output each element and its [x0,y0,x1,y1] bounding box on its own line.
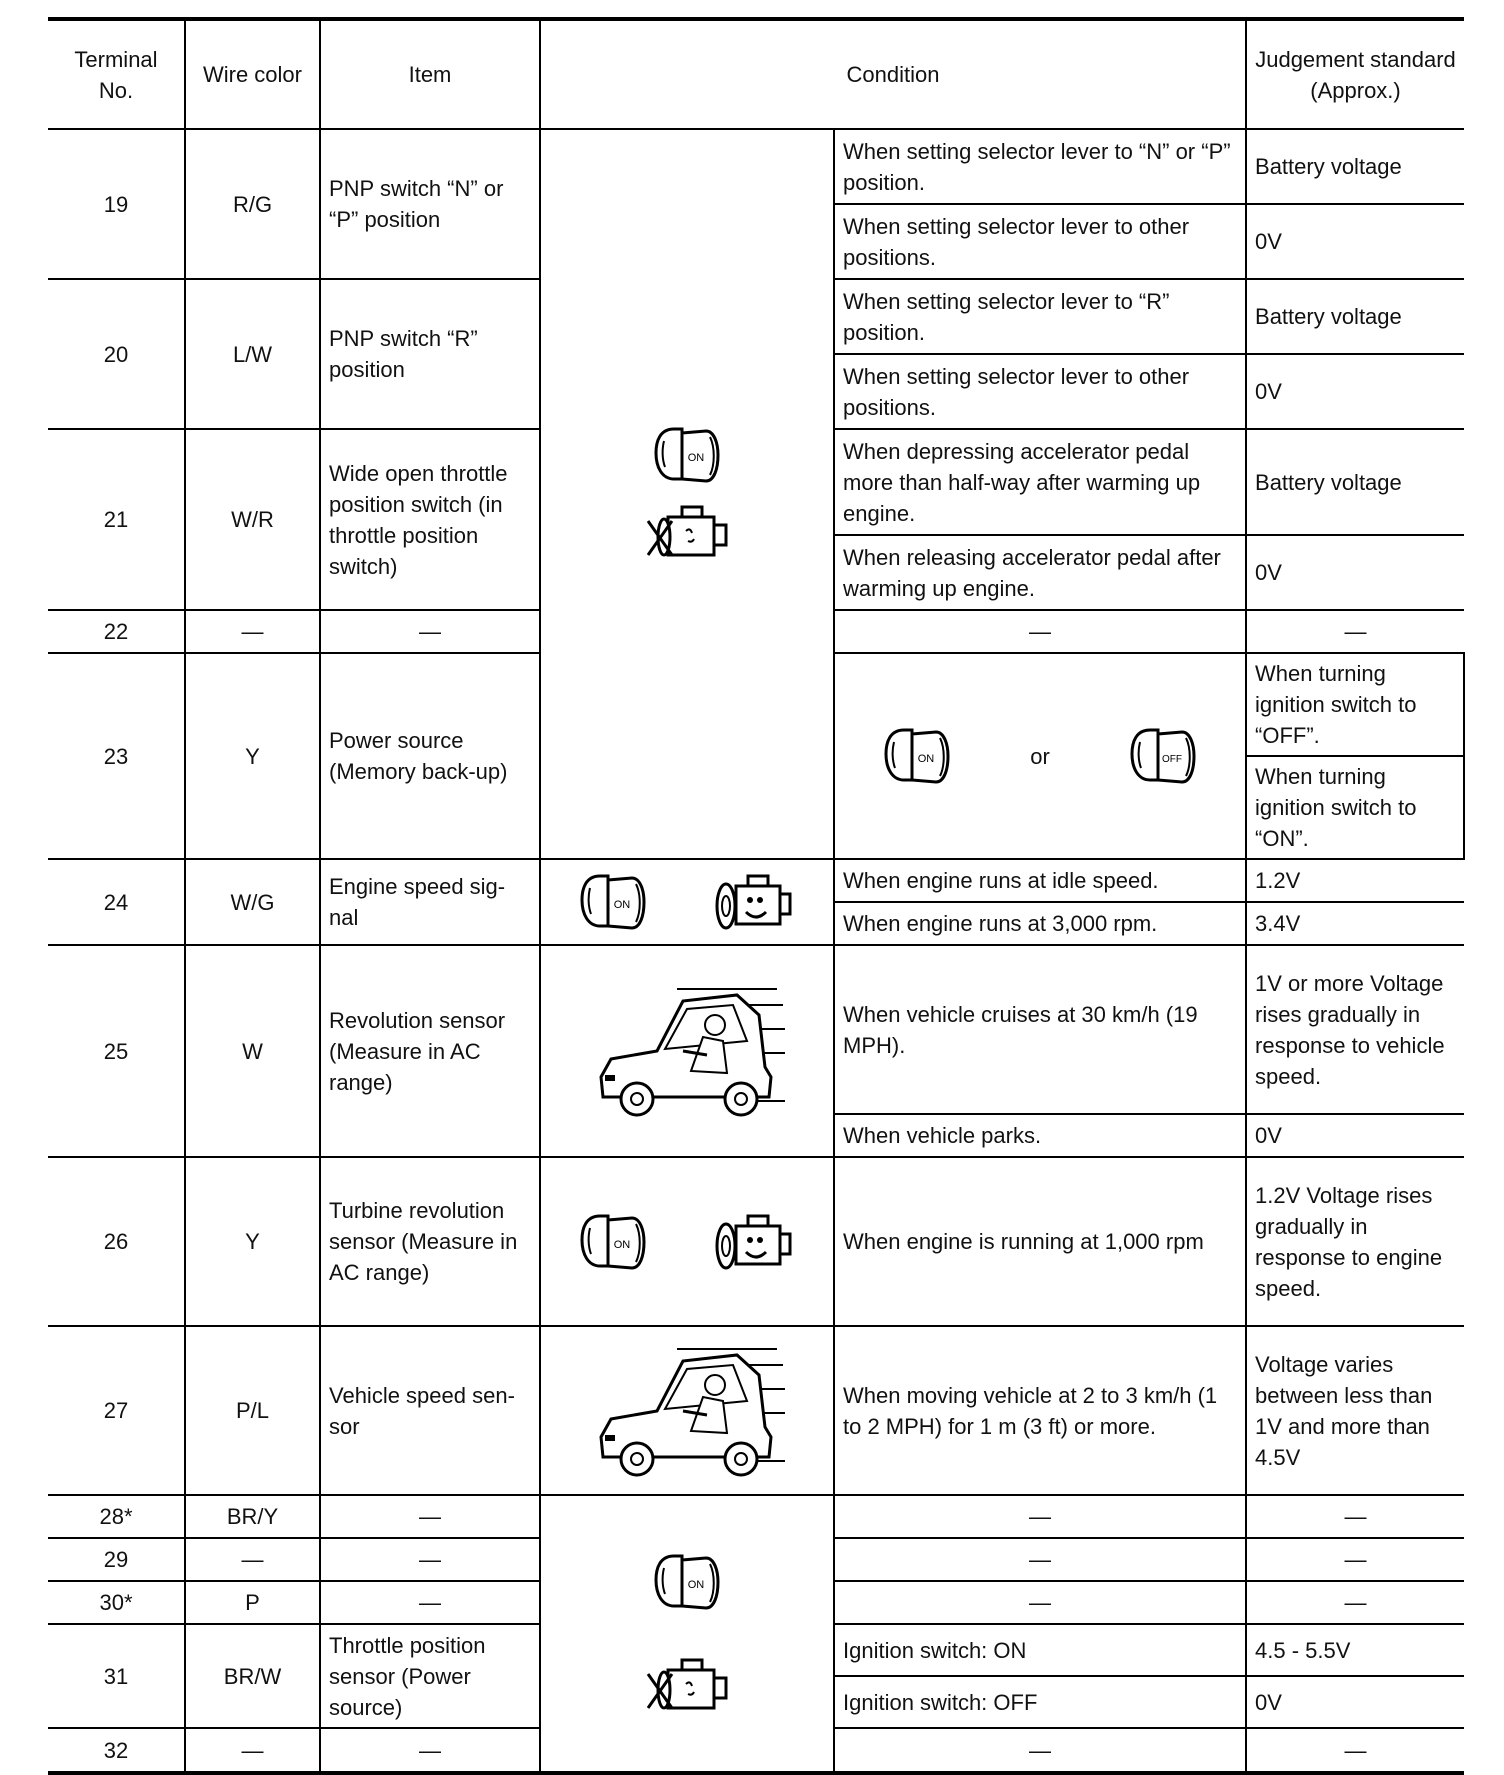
terminal-no: 30* [48,1581,185,1624]
wire-color: P/L [185,1326,320,1495]
condition: — [834,1581,1246,1624]
terminal-no: 20 [48,279,185,429]
condition: — [834,1495,1246,1538]
condition: When depressing accelerator pedal more than half-way after warming up engine. [834,429,1246,535]
terminal-no: 32 [48,1728,185,1773]
table-row [48,859,1464,902]
terminal-no: 25 [48,945,185,1157]
judgement: 0V [1246,1114,1464,1157]
wire-color: Y [185,653,320,859]
wire-color: — [185,1538,320,1581]
item: — [320,1538,540,1581]
judgement: — [1246,1538,1464,1581]
icon-group-ignition-on-engine-off [540,129,834,859]
svg-text:ON: ON [687,452,705,464]
judgement: 0V [1246,354,1464,429]
or-label: or [1030,743,1050,769]
item: — [320,610,540,653]
judgement: — [1246,1495,1464,1538]
wire-color: BR/Y [185,1495,320,1538]
judgement: 1.2V Voltage rises gradually in response to engine speed. [1246,1157,1464,1326]
svg-text:ON: ON [613,899,631,911]
item: Vehicle speed sen- sor [320,1326,540,1495]
terminal-no: 28* [48,1495,185,1538]
table-row [48,1495,1464,1538]
engine-stopped-icon [642,1654,732,1718]
terminal-no: 27 [48,1326,185,1495]
ignition-key-on-icon [652,1550,722,1614]
judgement: — [1246,610,1464,653]
icon-group-ignition-on-engine-off [540,1495,834,1773]
judgement: 0V [1246,1676,1464,1728]
item: — [320,1728,540,1773]
item: PNP switch “N” or “P” position [320,129,540,279]
item: Throttle position sensor (Power source) [320,1624,540,1728]
wire-color: R/G [185,129,320,279]
header-wire-color: Wire color [185,19,320,129]
wire-color: BR/W [185,1624,320,1728]
condition: Ignition switch: OFF [834,1676,1246,1728]
header-judgement: Judgement standard (Approx.) [1246,19,1464,129]
judgement: Voltage varies between less than 1V and more than 4.5V [1246,1326,1464,1495]
table-row [48,1157,1464,1326]
item: — [320,1495,540,1538]
condition: When moving vehicle at 2 to 3 km/h (1 to 2 MPH) for 1 m (3 ft) or more. [834,1326,1246,1495]
condition: When setting selector lever to other positions. [834,354,1246,429]
ignition-key-off-icon [1128,724,1198,788]
ignition-key-on-icon [578,870,648,934]
judgement: — [1246,1728,1464,1773]
header-item: Item [320,19,540,129]
terminal-no: 31 [48,1624,185,1728]
condition: When vehicle parks. [834,1114,1246,1157]
judgement: Battery voltage [1246,129,1464,204]
table-row [48,1326,1464,1495]
engine-stopped-icon [642,501,732,565]
terminal-no: 21 [48,429,185,610]
svg-text:ON: ON [687,1578,705,1591]
terminal-no: 19 [48,129,185,279]
condition: When releasing accelerator pedal after warming up engine. [834,535,1246,610]
wire-color: Y [185,1157,320,1326]
item: Revolution sensor (Measure in AC range) [320,945,540,1157]
table-row [48,129,1464,204]
wire-color: — [185,610,320,653]
terminal-no: 22 [48,610,185,653]
icon-group-ignition-on-or-off [834,653,1246,859]
item: PNP switch “R” position [320,279,540,429]
icon-group-vehicle-driving [540,1326,834,1495]
judgement: Battery voltage [1246,429,1464,535]
condition: When setting selector lever to other positions. [834,204,1246,279]
judgement: Battery voltage [1246,279,1464,354]
svg-text:OFF: OFF [1161,754,1182,765]
terminal-no: 24 [48,859,185,945]
item: — [320,1581,540,1624]
wire-color: — [185,1728,320,1773]
judgement: 3.4V [1246,902,1464,945]
svg-text:ON: ON [917,753,935,765]
judgement: 0V [1246,204,1464,279]
judgement: 1.2V [1246,859,1464,902]
engine-running-icon [706,870,796,934]
terminal-table [48,17,1464,1775]
condition: When engine runs at 3,000 rpm. [834,902,1246,945]
svg-text:ON: ON [613,1238,631,1251]
vehicle-driving-icon [587,981,787,1121]
judgement: 1V or more Voltage rises gradually in response to vehicle speed. [1246,945,1464,1114]
terminal-no: 23 [48,653,185,859]
condition: When setting selector lever to “R” position. [834,279,1246,354]
condition: When engine is running at 1,000 rpm [834,1157,1246,1326]
condition: Ignition switch: ON [834,1624,1246,1676]
item: Wide open throttle position switch (in throttle position switch) [320,429,540,610]
condition: When setting selector lever to “N” or “P” position. [834,129,1246,204]
item: Turbine revolution sensor (Measure in AC range) [320,1157,540,1326]
condition: When turning ignition switch to “OFF”. [1246,653,1464,756]
header-terminal: Terminal No. [48,19,185,129]
ignition-key-on-icon [882,724,952,788]
table-row [48,945,1464,1114]
condition: — [834,1728,1246,1773]
judgement: 0V [1246,535,1464,610]
engine-running-icon [706,1210,796,1274]
icon-group-ignition-on-engine-running [540,1157,834,1326]
item: Engine speed sig- nal [320,859,540,945]
condition: — [834,610,1246,653]
condition: When engine runs at idle speed. [834,859,1246,902]
wire-color: L/W [185,279,320,429]
vehicle-driving-icon [587,1341,787,1481]
icon-group-vehicle-driving [540,945,834,1157]
terminal-no: 26 [48,1157,185,1326]
condition: When vehicle cruises at 30 km/h (19 MPH). [834,945,1246,1114]
judgement: — [1246,1581,1464,1624]
item: Power source (Memory back-up) [320,653,540,859]
wire-color: W [185,945,320,1157]
condition: When turning ignition switch to “ON”. [1246,756,1464,859]
wire-color: P [185,1581,320,1624]
terminal-no: 29 [48,1538,185,1581]
ignition-key-on-icon [652,423,722,487]
ignition-key-on-icon [578,1210,648,1274]
header-condition: Condition [540,19,1246,129]
header-row [48,19,1464,129]
wire-color: W/R [185,429,320,610]
wire-color: W/G [185,859,320,945]
judgement: 4.5 - 5.5V [1246,1624,1464,1676]
icon-group-ignition-on-engine-running [540,859,834,945]
condition: — [834,1538,1246,1581]
